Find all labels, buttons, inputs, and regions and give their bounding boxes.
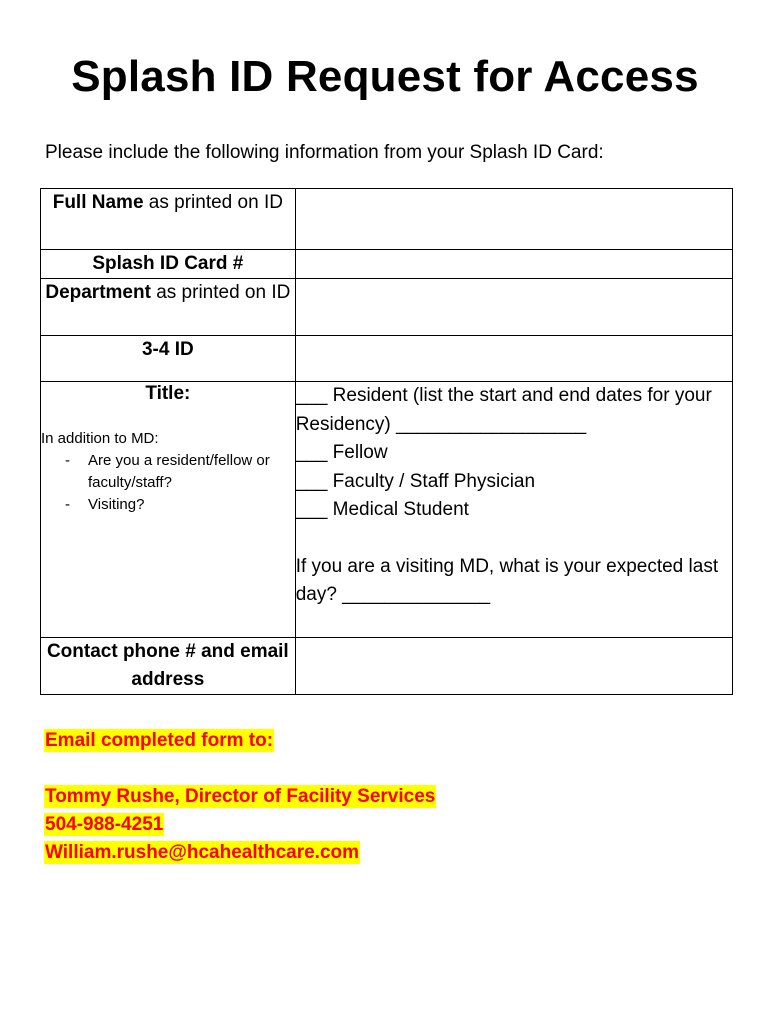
full-name-label <box>41 189 296 250</box>
visiting-question[interactable]: If you are a visiting MD, what is your expected last day? ______________ <box>295 555 719 605</box>
page-title: Splash ID Request for Access <box>71 52 699 101</box>
spacer <box>296 525 732 553</box>
id-34-label: 3-4 ID <box>41 336 296 382</box>
list-item: - Visiting? <box>65 496 145 513</box>
option-resident[interactable]: ___ Resident (list the start and end dates for your Residency) __________________ <box>295 385 712 435</box>
title-label: Title: <box>145 383 191 404</box>
department-label-rest: as printed on ID <box>150 282 291 303</box>
title-options-cell <box>295 382 732 638</box>
option-fellow[interactable]: ___ Fellow <box>295 442 388 463</box>
title-note-block <box>41 428 295 516</box>
contact-name-text: Tommy Rushe, Director of Facility Services <box>45 786 436 807</box>
department-field[interactable] <box>295 279 732 336</box>
full-name-label-bold: Full Name <box>52 192 144 213</box>
table-row <box>41 382 733 638</box>
table-row <box>41 250 733 279</box>
card-number-label: Splash ID Card # <box>41 250 296 279</box>
full-name-field[interactable] <box>295 189 732 250</box>
intro-text: Please include the following information from your Splash ID Card: <box>45 142 604 163</box>
card-number-field[interactable] <box>295 250 732 279</box>
department-label <box>41 279 296 336</box>
contact-email-text[interactable]: William.rushe@hcahealthcare.com <box>45 842 360 863</box>
table-row <box>41 189 733 250</box>
title-bullet-list <box>41 450 295 516</box>
contact-phone <box>44 814 164 836</box>
title-note: In addition to MD: <box>41 430 159 447</box>
id-34-field[interactable] <box>295 336 732 382</box>
list-item: - Are you a resident/fellow or faculty/staff? <box>65 452 270 491</box>
contact-name <box>44 786 436 808</box>
request-form-table <box>40 188 733 695</box>
contact-label: Contact phone # and email address <box>41 638 296 695</box>
title-label-cell <box>41 382 296 638</box>
contact-email[interactable] <box>44 842 360 864</box>
email-label-text: Email completed form to: <box>45 730 274 751</box>
contact-field[interactable] <box>295 638 732 695</box>
full-name-label-rest: as printed on ID <box>143 192 283 213</box>
table-row <box>41 279 733 336</box>
email-label <box>44 730 274 752</box>
contact-phone-text: 504-988-4251 <box>45 814 164 835</box>
option-faculty[interactable]: ___ Faculty / Staff Physician <box>295 470 536 492</box>
table-row <box>41 336 733 382</box>
option-medical-student[interactable]: ___ Medical Student <box>295 499 469 520</box>
table-row <box>41 638 733 695</box>
department-label-bold: Department <box>45 282 151 303</box>
